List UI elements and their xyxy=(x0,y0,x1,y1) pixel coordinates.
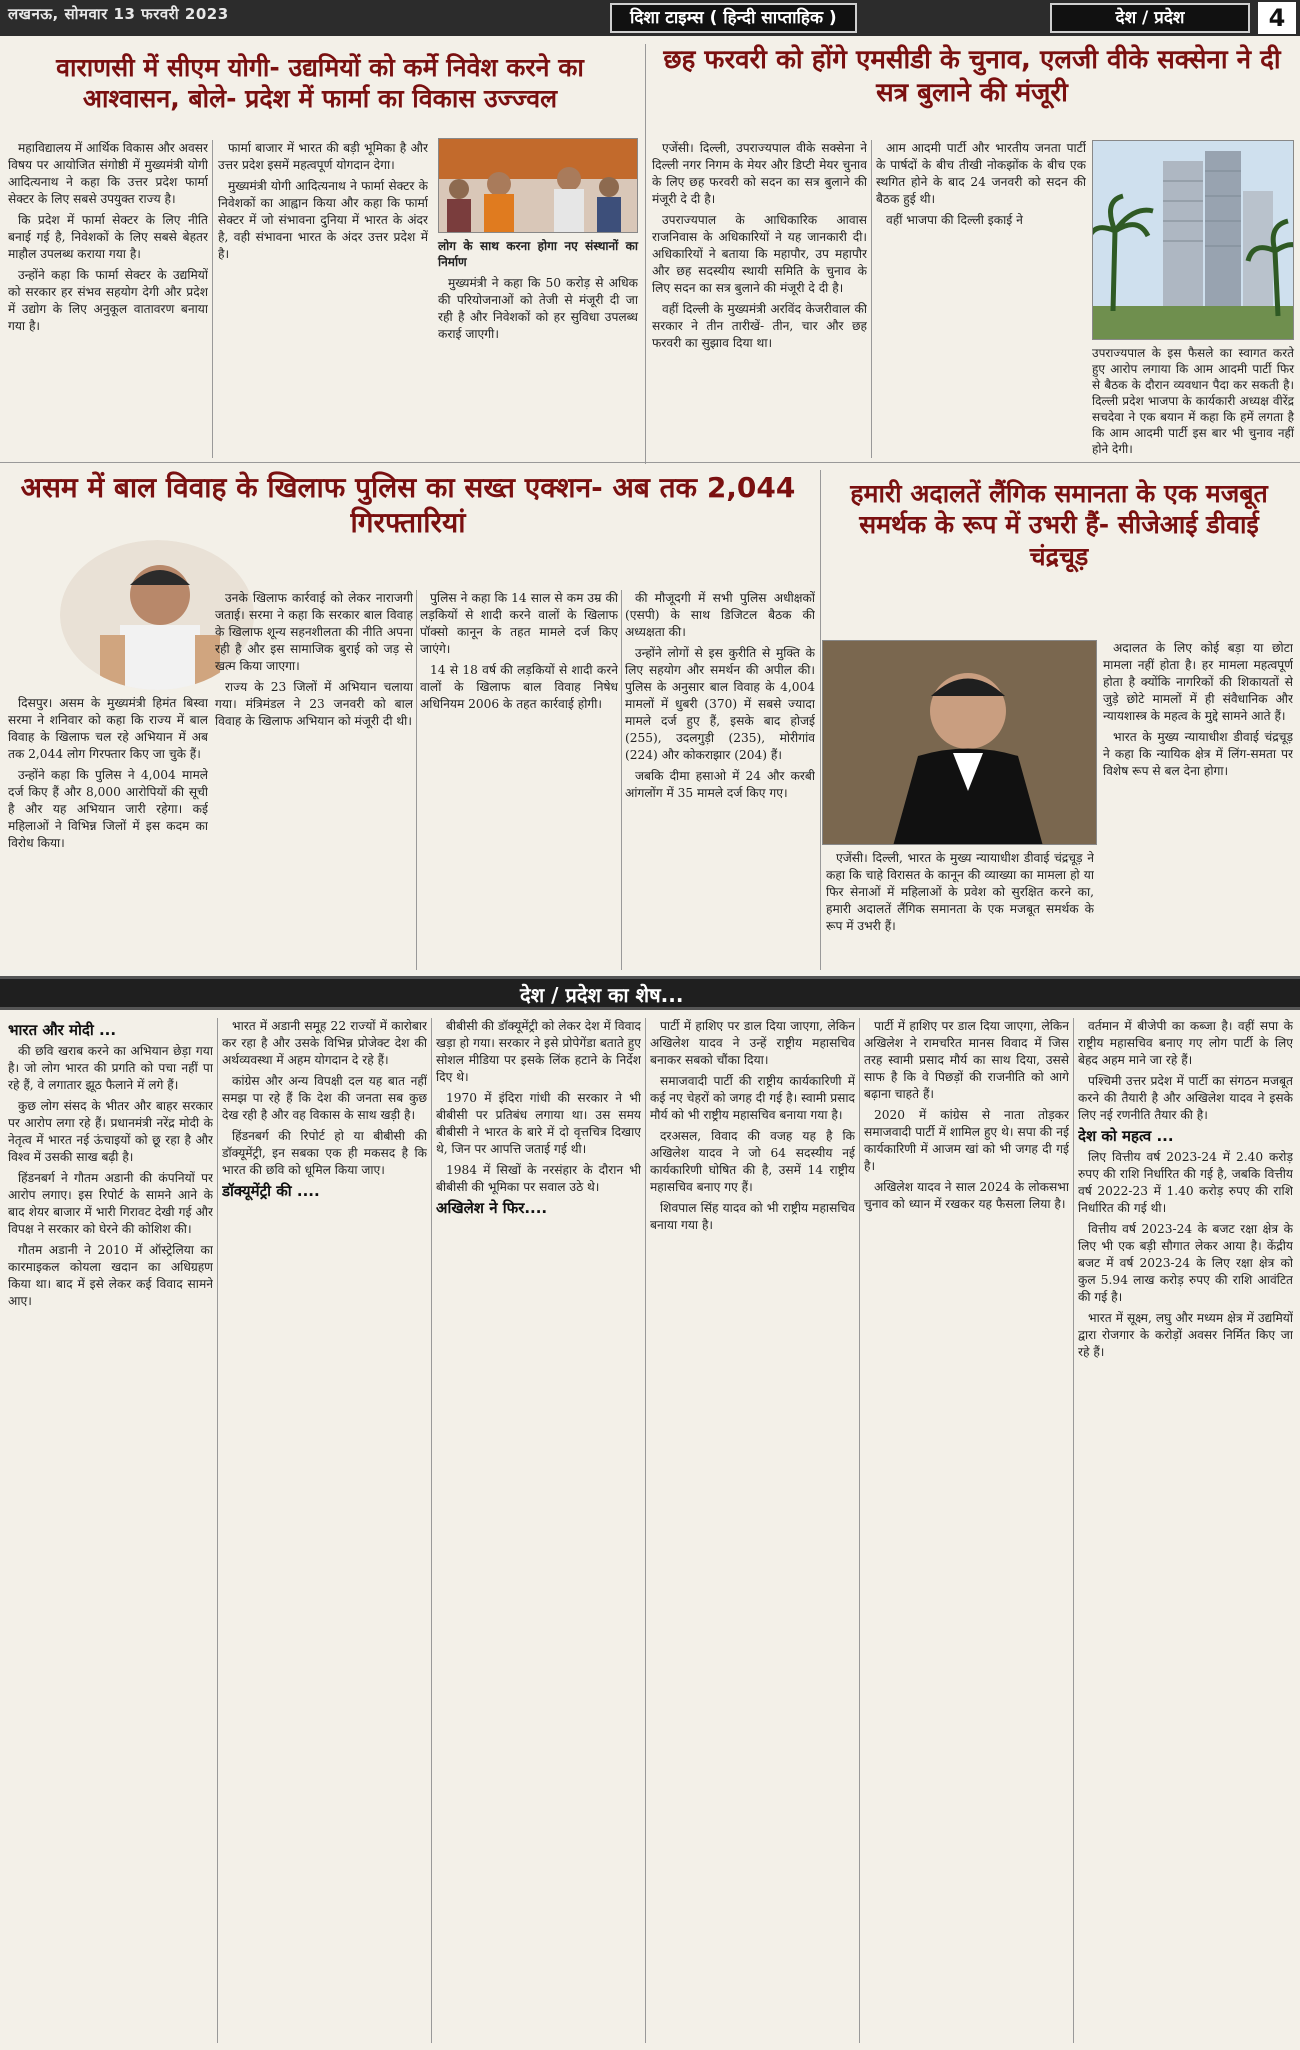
bottom-col6-p1: वर्तमान में बीजेपी का कब्जा है। वहीं सपा के राष्ट्रीय महासचिव बनाए गए लोग पार्टी के लिए बेहद अहम माने जा रहे हैं। xyxy=(1078,1019,1293,1067)
masthead xyxy=(0,0,1300,36)
bottom-col6b-p3: भारत में सूक्ष्म, लघु और मध्यम क्षेत्र में उद्यमियों द्वारा रोजगार के करोड़ों अवसर निर्मित किए जा रहे हैं। xyxy=(1078,1311,1293,1359)
story1-photo-caption: लोग के साथ करना होगा नए संस्थानों का निर्माण xyxy=(438,239,638,269)
story1-col3 xyxy=(438,275,638,458)
bottom-col6b-p1: लिए वित्तीय वर्ष 2023-24 में 2.40 करोड़ रुपए की राशि निर्धारित की गई है, जबकि वित्तीय वर्ष 2022-23 में 1.40 करोड़ रुपए की राशि निर्धारित की गई थी। xyxy=(1078,1150,1293,1215)
story4-right-col xyxy=(1103,640,1293,970)
story3-col4 xyxy=(625,590,815,970)
story2-col1-p3: वहीं दिल्ली के मुख्यमंत्री अरविंद केजरीवाल की सरकार ने तीन तारीखें- तीन, चार और छह फरवरी का सुझाव दिया था। xyxy=(652,302,867,350)
story1-headline: वाराणसी में सीएम योगी- उद्यमियों को कर्मे निवेश करने का आश्वासन, बोले- प्रदेश में फार्मा का विकास उज्ज्वल xyxy=(56,53,584,114)
bottom-col4-p1: पार्टी में हाशिए पर डाल दिया जाएगा, लेकिन अखिलेश यादव ने उन्हें राष्ट्रीय महासचिव बनाकर सबको चौंका दिया। xyxy=(650,1019,855,1067)
story2-photo-building xyxy=(1092,140,1294,340)
bottom-col1-title: भारत और मोदी ... xyxy=(8,1021,117,1039)
story3-col2-p1: उनके खिलाफ कार्रवाई को लेकर नाराजगी जताई। सरमा ने कहा कि सरकार बाल विवाह के खिलाफ शून्य सहनशीलता की नीति अपना रही है और इस सामाजिक बुराई को जड़ से खत्म किया जाएगा। xyxy=(215,591,413,673)
story2-col1 xyxy=(652,140,867,458)
bottom-col2-p3: हिंडनबर्ग की रिपोर्ट हो या बीबीसी की डॉक्यूमेंट्री, इन सबका एक ही मकसद है कि भारत की छवि को धूमिल किया जाए। xyxy=(222,1129,427,1177)
masthead-section: देश / प्रदेश xyxy=(1050,3,1250,33)
story3-col2-p2: राज्य के 23 जिलों में अभियान चलाया गया। मंत्रिमंडल ने 23 जनवरी को बाल विवाह के खिलाफ अभियान को मंजूरी दी थी। xyxy=(215,680,413,728)
bottom-col2-p2: कांग्रेस और अन्य विपक्षी दल यह बात नहीं समझ पा रहे हैं कि देश की जनता सब कुछ देख रही है और वह विकास के साथ खड़ी है। xyxy=(222,1074,427,1122)
story3-col1 xyxy=(8,695,208,970)
bottom-col1-p1: की छवि खराब करने का अभियान छेड़ा गया है। जो लोग भारत की प्रगति को पचा नहीं पा रहे हैं, वे लगातार झूठ फैलाने में लगे हैं। xyxy=(8,1044,213,1092)
story4-right-p2: भारत के मुख्य न्यायाधीश डीवाई चंद्रचूड़ ने कहा कि न्यायिक क्षेत्र में लिंग-समता पर विशेष रूप से बल देना होगा। xyxy=(1103,730,1293,778)
story4-right-p1: अदालत के लिए कोई बड़ा या छोटा मामला नहीं होता है। हर मामला महत्वपूर्ण होता है क्योंकि नागरिकों की शिकायतों से जुड़े छोटे मामलों में ही संवैधानिक और न्यायशास्त्र के महत्व के मुद्दे सामने आते हैं। xyxy=(1103,641,1293,723)
bottom-col1-p4: गौतम अडानी ने 2010 में ऑस्ट्रेलिया का कारमाइकल कोयला खदान का अधिग्रहण किया था। बाद में इसे लेकर कई विवाद सामने आए। xyxy=(8,1243,213,1308)
bottom-col6-subtitle: देश को महत्व ... xyxy=(1078,1127,1174,1145)
bottom-col6b-p2: वित्तीय वर्ष 2023-24 के बजट रक्षा क्षेत्र के लिए भी एक बड़ी सौगात लेकर आया है। केंद्रीय बजट में वर्ष 2023-24 के लिए रक्षा क्षेत्र को कुल 5.94 लाख करोड़ रुपए की राशि आवंटित की गई है। xyxy=(1078,1222,1293,1304)
masthead-page-number: 4 xyxy=(1258,2,1296,34)
story1-col2-p2: मुख्यमंत्री योगी आदित्यनाथ ने फार्मा सेक्टर के निवेशकों का आह्वान किया और कहा कि फार्मा सेक्टर में जो संभावना दुनिया में भारत के अंदर है, वही संभावना भारत के अंदर उत्तर प्रदेश में है। xyxy=(218,179,428,261)
story1-col3-p1: मुख्यमंत्री ने कहा कि 50 करोड़ से अधिक की परियोजनाओं को तेजी से मंजूरी दी जा रही है और निवेशकों को हर सुविधा उपलब्ध कराई जाएगी। xyxy=(438,276,638,341)
bottom-col5-p3: अखिलेश यादव ने साल 2024 के लोकसभा चुनाव को ध्यान में रखकर यह फैसला लिया है। xyxy=(864,1180,1069,1211)
story3-col1-p2: उन्होंने कहा कि पुलिस ने 4,004 मामले दर्ज किए हैं और 8,000 आरोपियों की सूची है और यह अभियान जारी रहेगा। कई महिलाओं ने विभिन्न जिलों में इस कदम का विरोध किया। xyxy=(8,768,208,850)
story2-headline: छह फरवरी को होंगे एमसीडी के चुनाव, एलजी वीके सक्सेना ने दी सत्र बुलाने की मंजूरी xyxy=(663,45,1281,108)
bottom-col3-p2: 1970 में इंदिरा गांधी की सरकार ने भी बीबीसी पर प्रतिबंध लगाया था। उस समय बीबीसी ने भारत के बारे में दो वृत्तचित्र दिखाए थे, जिन पर आपत्ति जताई गई थी। xyxy=(436,1091,641,1156)
story1-col1 xyxy=(8,140,208,458)
story3-col2 xyxy=(215,590,413,970)
bottom-col2-p1: भारत में अडानी समूह 22 राज्यों में कारोबार कर रहा है और उसके विभिन्न प्रोजेक्ट देश की अर्थव्यवस्था में अहम योगदान दे रहे हैं। xyxy=(222,1019,427,1067)
bottom-col3 xyxy=(436,1018,641,2043)
story1-col1-p2: कि प्रदेश में फार्मा सेक्टर के लिए नीति बनाई गई है, निवेशकों के लिए सबसे बेहतर माहौल उपलब्ध कराया गया है। xyxy=(8,213,208,261)
bottom-col6 xyxy=(1078,1018,1293,2043)
story4-photo-cji xyxy=(822,640,1097,845)
continued-banner-text: देश / प्रदेश का शेष... xyxy=(520,983,684,1007)
story2-col1-p1: एजेंसी। दिल्ली, उपराज्यपाल वीके सक्सेना ने दिल्ली नगर निगम के मेयर और डिप्टी मेयर चुनाव के लिए छह फरवरी को सदन का सत्र बुलाने की मंजूरी दे दी है। xyxy=(652,141,867,206)
story3-col4-p2: उन्होंने लोगों से इस कुरीति से मुक्ति के लिए सहयोग और समर्थन की अपील की। पुलिस के अनुसार बाल विवाह के 4,004 मामलों में धुबरी (370) में सबसे ज्यादा मामले दर्ज हुए हैं, इसके बाद होजई (255), उदलगुड़ी (235), मोरीगांव (224) और कोकराझार (204) हैं। xyxy=(625,646,815,762)
story3-col3-p1: पुलिस ने कहा कि 14 साल से कम उम्र की लड़कियों से शादी करने वालों के खिलाफ पॉक्सो कानून के तहत मामले दर्ज किए जाएंगे। xyxy=(420,591,618,656)
bottom-col2-subtitle: डॉक्यूमेंट्री की .... xyxy=(222,1182,320,1200)
story3-col4-p1: की मौजूदगी में सभी पुलिस अधीक्षकों (एसपी) के साथ डिजिटल बैठक की अध्यक्षता की। xyxy=(625,591,815,639)
story2-col2-p1: आम आदमी पार्टी और भारतीय जनता पार्टी के पार्षदों के बीच तीखी नोकझोंक के बीच एक स्थगित होने के बाद 24 जनवरी को सदन की बैठक हुई थी। xyxy=(876,141,1086,206)
story2-photo-caption: उपराज्यपाल के इस फैसले का स्वागत करते हुए आरोप लगाया कि आम आदमी पार्टी फिर से बैठक के दौरान व्यवधान पैदा कर सकती है। दिल्ली प्रदेश भाजपा के कार्यकारी अध्यक्ष वीरेंद्र सचदेवा ने एक बयान में कहा कि हमें लगता है कि आम आदमी पार्टी इस बार भी चुनाव नहीं होने देगी। xyxy=(1092,346,1294,456)
bottom-col5-p2: 2020 में कांग्रेस से नाता तोड़कर समाजवादी पार्टी में शामिल हुए थे। सपा की नई कार्यकारिणी में आजम खां को भी जगह दी गई है। xyxy=(864,1108,1069,1173)
story1-photo-yogi xyxy=(438,138,638,233)
story1-col1-p1: महाविद्यालय में आर्थिक विकास और अवसर विषय पर आयोजित संगोष्ठी में मुख्यमंत्री योगी आदित्यनाथ ने कहा कि उत्तर प्रदेश फार्मा सेक्टर के लिए सबसे उपयुक्त राज्य है। xyxy=(8,141,208,206)
bottom-col6-p2: पश्चिमी उत्तर प्रदेश में पार्टी का संगठन मजबूत करने की तैयारी है और अखिलेश यादव ने इसके लिए नई रणनीति तैयार की है। xyxy=(1078,1074,1293,1122)
story3-col3-p2: 14 से 18 वर्ष की लड़कियों से शादी करने वालों के खिलाफ बाल विवाह निषेध अधिनियम 2006 के तहत कार्रवाई होगी। xyxy=(420,663,618,711)
bottom-col3-p3: 1984 में सिखों के नरसंहार के दौरान भी बीबीसी की भूमिका पर सवाल उठे थे। xyxy=(436,1163,641,1194)
story2-col1-p2: उपराज्यपाल के आधिकारिक आवास राजनिवास के अधिकारियों ने यह जानकारी दी। अधिकारियों ने बताया कि महापौर, उप महापौर और छह सदस्यीय स्थायी समिति के चुनाव के लिए सदन का सत्र बुलाने की मंजूरी दे दी है। xyxy=(652,213,867,295)
bottom-col5 xyxy=(864,1018,1069,2043)
bottom-col5-p1: पार्टी में हाशिए पर डाल दिया जाएगा, लेकिन अखिलेश ने रामचरित मानस विवाद में जिस तरह स्वामी प्रसाद मौर्य का साथ दिया, उससे साफ है कि वे पिछड़ों की राजनीति को आगे बढ़ाना चाहते हैं। xyxy=(864,1019,1069,1101)
story1-col2 xyxy=(218,140,428,458)
masthead-date: लखनऊ, सोमवार 13 फरवरी 2023 xyxy=(8,5,229,23)
continued-banner xyxy=(0,976,1300,1010)
bottom-col4-p2: समाजवादी पार्टी की राष्ट्रीय कार्यकारिणी में कई नए चेहरों को जगह दी गई है। स्वामी प्रसाद मौर्य को भी राष्ट्रीय महासचिव बनाया गया है। xyxy=(650,1074,855,1122)
bottom-col3-subtitle: अखिलेश ने फिर.... xyxy=(436,1199,548,1217)
story3-headline: असम में बाल विवाह के खिलाफ पुलिस का सख्त एक्शन- अब तक 2,044 गिरफ्तारियां xyxy=(20,471,796,539)
bottom-col4 xyxy=(650,1018,855,2043)
bottom-col4-p4: शिवपाल सिंह यादव को भी राष्ट्रीय महासचिव बनाया गया है। xyxy=(650,1201,855,1232)
bottom-col4-p3: दरअसल, विवाद की वजह यह है कि अखिलेश यादव ने जो 64 सदस्यीय नई कार्यकारिणी घोषित की है, उसमें 14 राष्ट्रीय महासचिव बनाए गए हैं। xyxy=(650,1129,855,1194)
story2-col2 xyxy=(876,140,1086,458)
story3-col1-p1: दिसपुर। असम के मुख्यमंत्री हिमंत बिस्वा सरमा ने शनिवार को कहा कि राज्य में बाल विवाह के खिलाफ चल रहे अभियान में अब तक 2,044 लोग गिरफ्तार किए जा चुके हैं। xyxy=(8,696,208,761)
bottom-col3-p1: बीबीसी की डॉक्यूमेंट्री को लेकर देश में विवाद खड़ा हो गया। सरकार ने इसे प्रोपेगेंडा बताते हुए सोशल मीडिया पर इसके लिंक हटाने के निर्देश दिए थे। xyxy=(436,1019,641,1084)
story4-headline: हमारी अदालतें लैंगिक समानता के एक मजबूत समर्थक के रूप में उभरी हैं- सीजेआई डीवाई चंद्रचूड़ xyxy=(850,479,1268,571)
story4-bottom-col1 xyxy=(826,850,1094,970)
story1-col1-p3: उन्होंने कहा कि फार्मा सेक्टर के उद्यमियों को सरकार हर संभव सहयोग देगी और प्रदेश में उद्योग के लिए अनुकूल वातावरण बनाया गया है। xyxy=(8,268,208,333)
bottom-col2 xyxy=(222,1018,427,2043)
masthead-paper-name: दिशा टाइम्स ( हिन्दी साप्ताहिक ) xyxy=(610,3,857,33)
bottom-col1 xyxy=(8,1018,213,2043)
story4-bottom-p1: एजेंसी। दिल्ली, भारत के मुख्य न्यायाधीश डीवाई चंद्रचूड़ ने कहा कि चाहे विरासत के कानून की व्याख्या का मामला हो या फिर सेनाओं में महिलाओं के प्रवेश को सुरक्षित करने का, हमारी अदालतें लैंगिक समानता के एक मजबूत समर्थक के रूप में उभरी हैं। xyxy=(826,851,1094,933)
bottom-col1-p2: कुछ लोग संसद के भीतर और बाहर सरकार पर आरोप लगा रहे हैं। प्रधानमंत्री नरेंद्र मोदी के नेतृत्व में भारत नई ऊंचाइयों को छू रहा है और विश्व में उसकी साख बढ़ी है। xyxy=(8,1099,213,1164)
story3-col3 xyxy=(420,590,618,970)
bottom-col1-p3: हिंडनबर्ग ने गौतम अडानी की कंपनियों पर आरोप लगाए। इस रिपोर्ट के सामने आने के बाद शेयर बाजार में भारी गिरावट देखी गई और विपक्ष ने सरकार को घेरने की कोशिश की। xyxy=(8,1171,213,1236)
story3-col4-p3: जबकि दीमा हसाओ में 24 और करबी आंगलोंग में 35 मामले दर्ज किए गए। xyxy=(625,769,815,800)
story1-col2-p1: फार्मा बाजार में भारत की बड़ी भूमिका है और उत्तर प्रदेश इसमें महत्वपूर्ण योगदान देगा। xyxy=(218,141,428,172)
story2-col2-p2: वहीं भाजपा की दिल्ली इकाई ने xyxy=(886,213,1023,227)
